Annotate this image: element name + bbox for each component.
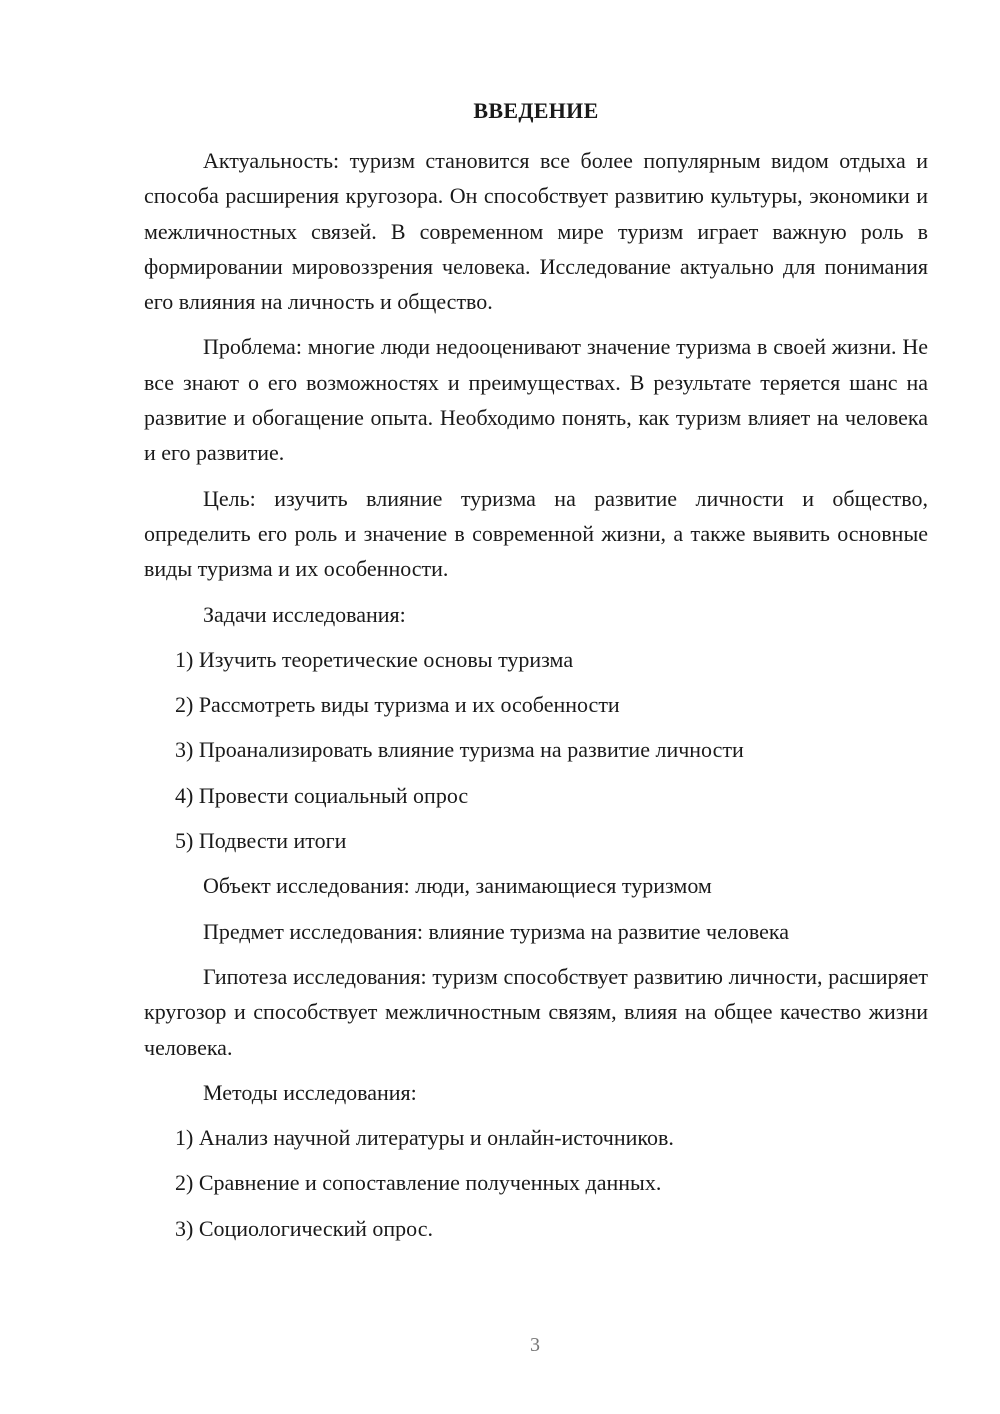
method-item: 1) Анализ научной литературы и онлайн-источников. [175, 1125, 674, 1151]
task-item: 3) Проанализировать влияние туризма на развитие личности [175, 737, 744, 763]
section-title: ВВЕДЕНИЕ [473, 98, 599, 123]
paragraph-goal: Цель: изучить влияние туризма на развитие личности и общество, определить его роль и значение в современной жизни, а также выявить основные виды туризма и их особенности. [144, 485, 928, 582]
paragraph-hypothesis: Гипотеза исследования: туризм способствует развитию личности, расширяет кругозор и способствует межличностным связям, влияя на общее качество жизни человека. [144, 963, 928, 1060]
tasks-heading: Задачи исследования: [203, 601, 406, 627]
paragraph-relevance: Актуальность: туризм становится все более популярным видом отдыха и способа расширения кругозора. Он способствует развитию культуры, экономики и межличностных связей. В современном мире туризм играет важную роль в формировании мировоззрения человека. Исследование актуально для понимания его влияния на личность и общество. [144, 148, 928, 315]
task-item: 5) Подвести итоги [175, 828, 347, 854]
method-item: 3) Социологический опрос. [175, 1215, 433, 1241]
task-item: 2) Рассмотреть виды туризма и их особенности [175, 692, 620, 718]
paragraph-problem: Проблема: многие люди недооценивают значение туризма в своей жизни. Не все знают о его возможностях и преимуществах. В результате теряется шанс на развитие и обогащение опыта. Необходимо понять, как туризм влияет на человека и его развитие. [144, 334, 928, 466]
method-item: 2) Сравнение и сопоставление полученных данных. [175, 1170, 662, 1196]
page-content [144, 94, 928, 1256]
research-object: Объект исследования: люди, занимающиеся туризмом [203, 873, 712, 899]
research-subject: Предмет исследования: влияние туризма на развитие человека [203, 918, 789, 944]
task-item: 4) Провести социальный опрос [175, 782, 469, 808]
page-number: 3 [530, 1334, 540, 1356]
methods-heading: Методы исследования: [203, 1079, 417, 1105]
task-item: 1) Изучить теоретические основы туризма [175, 646, 574, 672]
